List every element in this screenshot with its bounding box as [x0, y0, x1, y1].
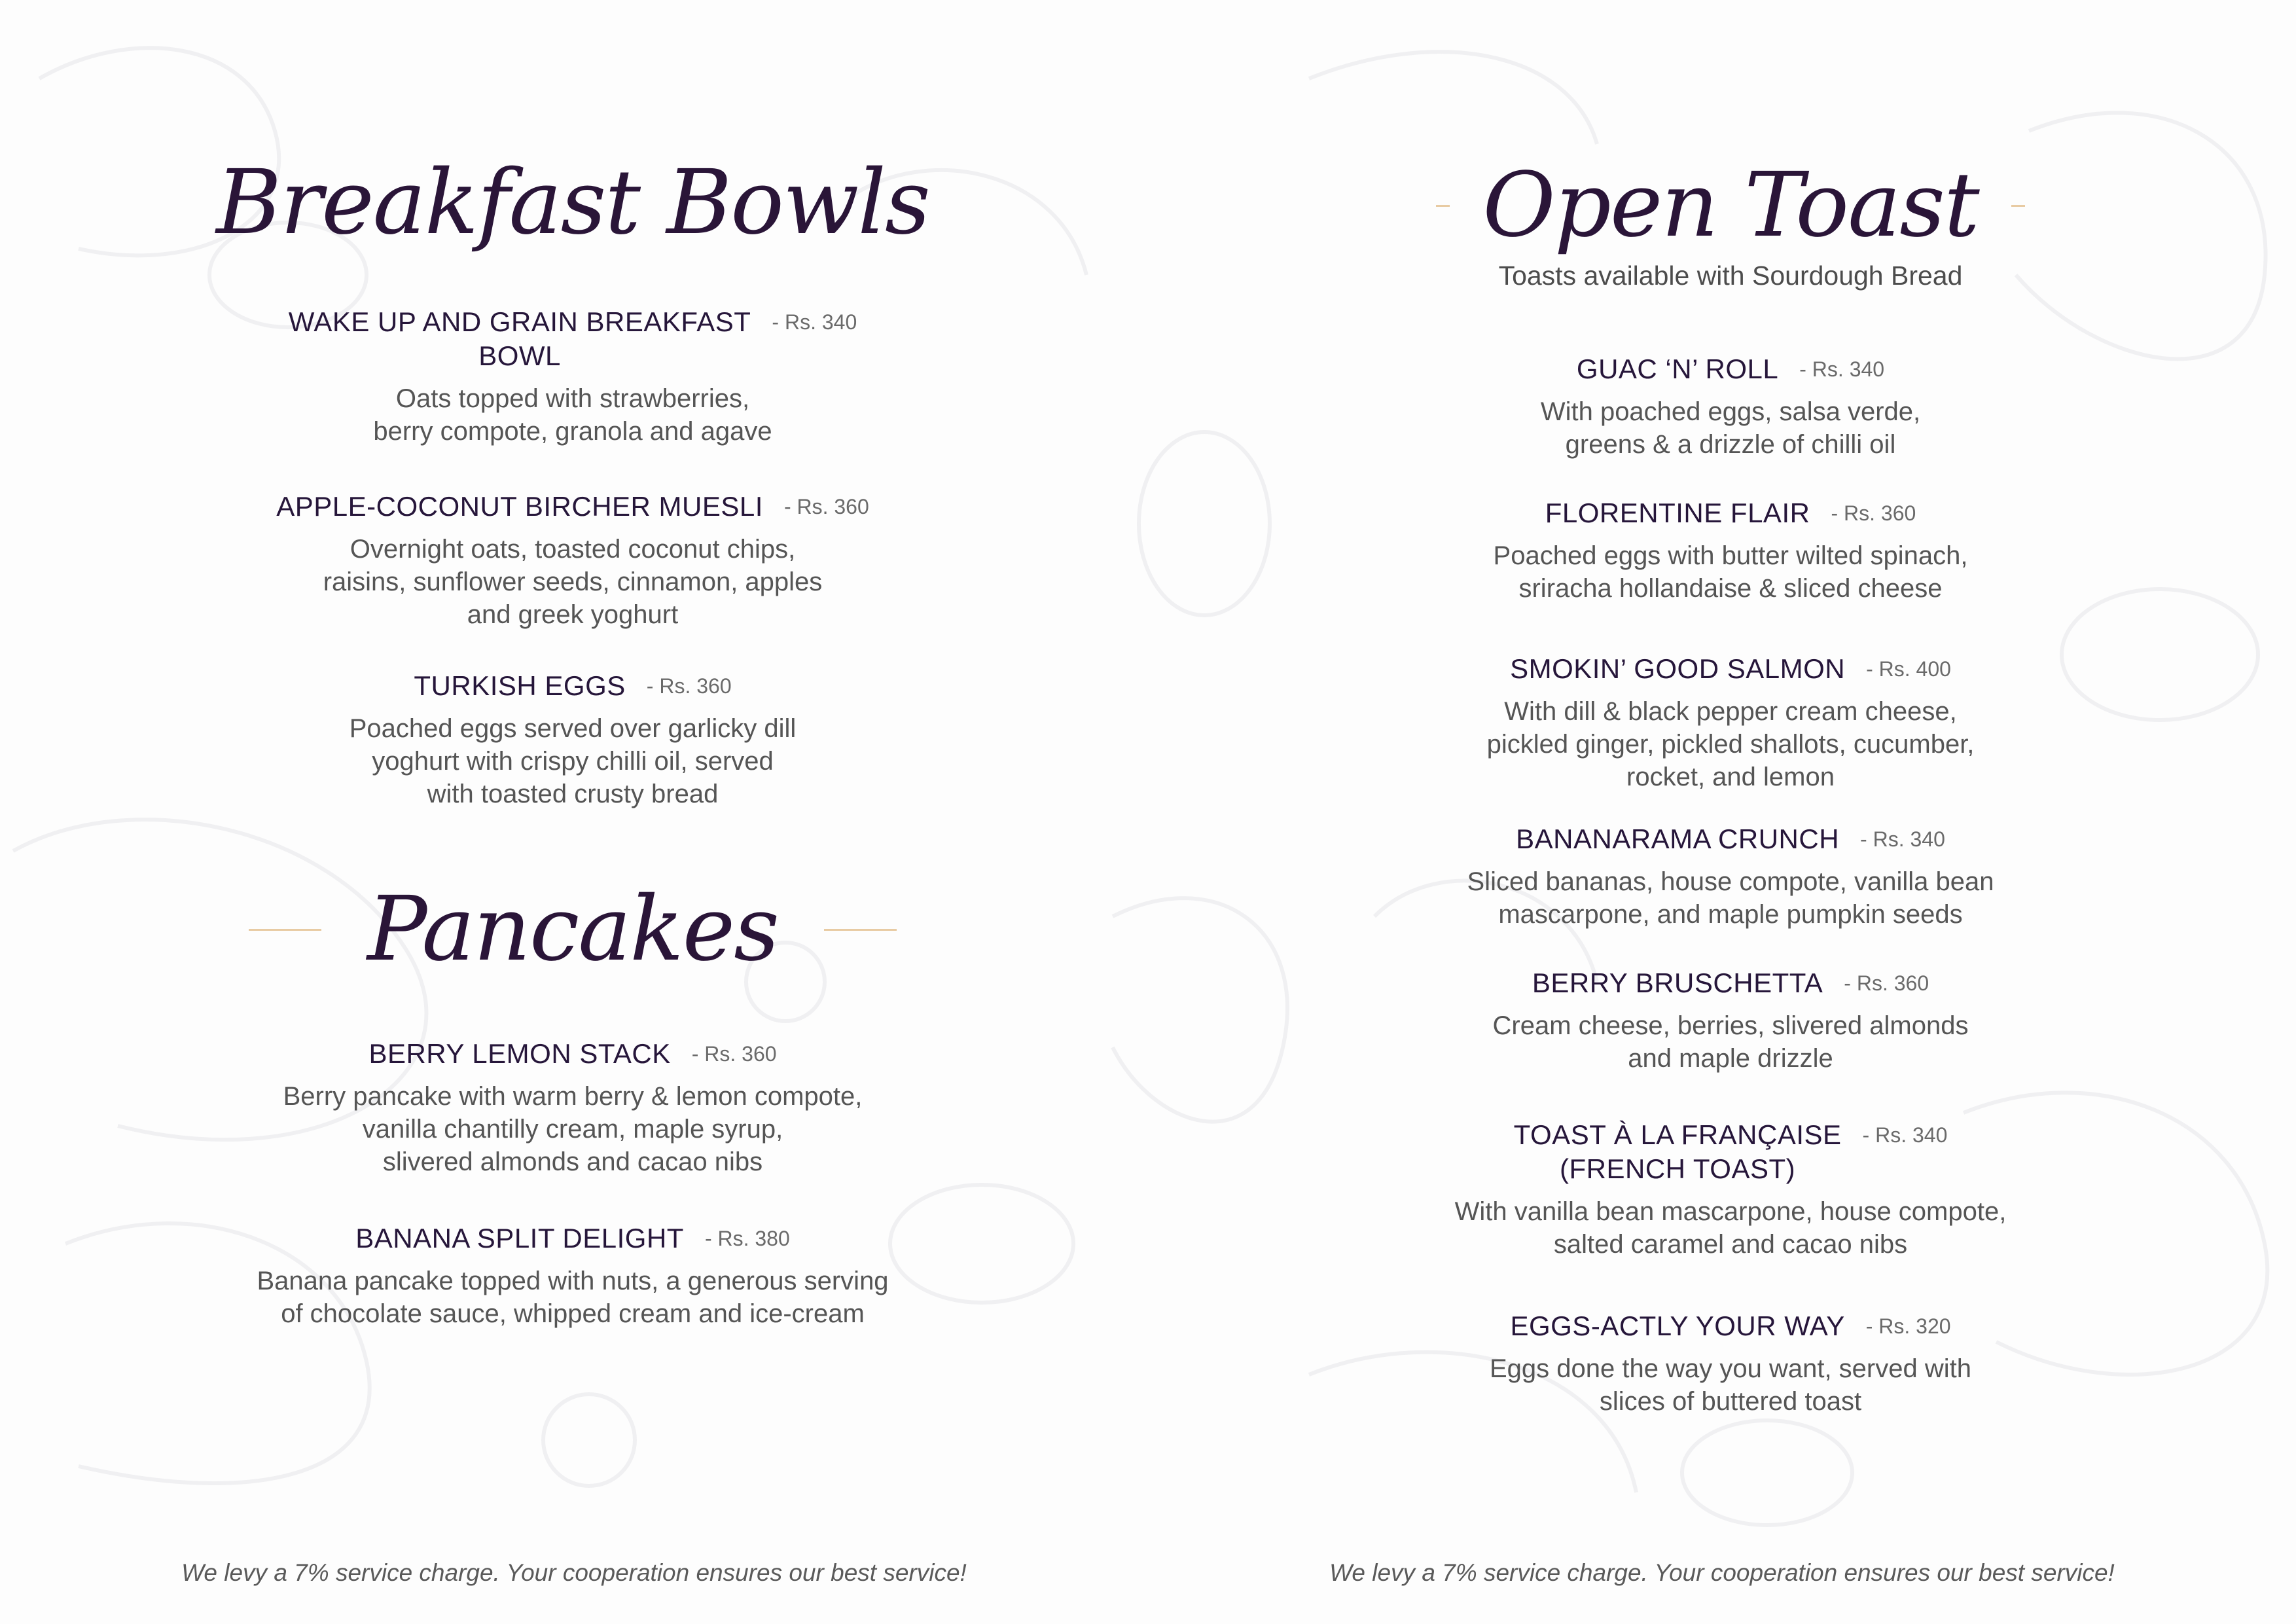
item-price: - Rs. 360 [783, 495, 869, 518]
item-price: - Rs. 340 [772, 310, 857, 334]
item-name: BERRY LEMON STACK [368, 1038, 671, 1069]
menu-item [1371, 1118, 2090, 1261]
open-toast-title: Open Toast [1482, 154, 1979, 257]
item-name: APPLE-COCONUT BIRCHER MUESLI [276, 491, 763, 522]
item-description: Overnight oats, toasted coconut chips, raisins, sunflower seeds, cinnamon, apples and greek yoghurt [323, 535, 823, 629]
item-price: - Rs. 360 [1831, 501, 1916, 525]
heading-rule-right [824, 929, 897, 931]
item-name: BERRY BRUSCHETTA [1532, 967, 1823, 998]
item-price: - Rs. 340 [1860, 827, 1945, 851]
heading-rule-left [1436, 205, 1450, 207]
menu-item [1371, 1309, 2090, 1418]
menu-item [1371, 352, 2090, 461]
item-price: - Rs. 320 [1865, 1314, 1951, 1338]
item-name: FLORENTINE FLAIR [1545, 497, 1810, 528]
item-description: Eggs done the way you want, served with slices of buttered toast [1490, 1354, 1971, 1416]
item-name: WAKE UP AND GRAIN BREAKFAST BOWL [288, 306, 751, 371]
breakfast-bowls-title: Breakfast Bowls [216, 151, 929, 255]
item-name: EGGS-ACTLY YOUR WAY [1510, 1310, 1845, 1341]
menu-item [1371, 652, 2090, 793]
menu-item [216, 1221, 929, 1330]
service-charge-note: We levy a 7% service charge. Your cooperation ensures our best service! [181, 1559, 967, 1586]
item-description: With poached eggs, salsa verde, greens & a drizzle of chilli oil [1540, 397, 1921, 459]
item-description: Banana pancake topped with nuts, a generous serving of chocolate sauce, whipped cream and ice-cream [257, 1267, 889, 1328]
item-description: With dill & black pepper cream cheese, pickled ginger, pickled shallots, cucumber, rocket, and lemon [1486, 697, 1975, 791]
item-description: With vanilla bean mascarpone, house compote, salted caramel and cacao nibs [1454, 1197, 2007, 1259]
heading-rule-left [249, 929, 321, 931]
item-name: SMOKIN’ GOOD SALMON [1510, 653, 1846, 684]
item-description: Sliced bananas, house compote, vanilla bean mascarpone, and maple pumpkin seeds [1467, 867, 1994, 929]
item-name: TURKISH EGGS [414, 670, 626, 701]
item-description: Poached eggs with butter wilted spinach, sriracha hollandaise & sliced cheese [1493, 541, 1968, 603]
item-price: - Rs. 340 [1799, 357, 1885, 381]
menu-item [1371, 966, 2090, 1075]
open-toast-heading [1436, 134, 2025, 278]
item-name: TOAST À LA FRANÇAISE (FRENCH TOAST) [1513, 1119, 1842, 1184]
menu-item [1371, 496, 2090, 605]
menu-item [249, 669, 897, 810]
item-description: Berry pancake with warm berry & lemon compote, vanilla chantilly cream, maple syrup, slivered almonds and cacao nibs [283, 1082, 863, 1176]
item-price: - Rs. 340 [1862, 1123, 1948, 1147]
item-description: Oats topped with strawberries, berry compote, granola and agave [373, 384, 772, 446]
breakfast-bowls-heading [183, 131, 962, 275]
item-name: BANANA SPLIT DELIGHT [355, 1223, 684, 1254]
menu-item [249, 305, 897, 448]
right-page [1148, 0, 2296, 1624]
item-price: - Rs. 400 [1866, 657, 1951, 681]
item-description: Cream cheese, berries, slivered almonds and maple drizzle [1492, 1011, 1969, 1073]
menu-item [249, 490, 897, 631]
item-price: - Rs. 360 [691, 1042, 777, 1066]
item-price: - Rs. 380 [704, 1227, 790, 1250]
pancakes-heading [249, 857, 897, 1001]
pancakes-title: Pancakes [367, 878, 778, 981]
item-description: Poached eggs served over garlicky dill yoghurt with crispy chilli oil, served with toasted crusty bread [349, 714, 797, 808]
item-price: - Rs. 360 [646, 674, 732, 698]
item-name: GUAC ‘N’ ROLL [1576, 353, 1779, 384]
item-name: BANANARAMA CRUNCH [1516, 823, 1840, 854]
menu-item [216, 1037, 929, 1178]
menu-item [1371, 822, 2090, 931]
service-charge-note: We levy a 7% service charge. Your cooperation ensures our best service! [1329, 1559, 2115, 1586]
heading-rule-right [2011, 205, 2025, 207]
toast-subtitle: Toasts available with Sourdough Bread [1498, 261, 1963, 291]
item-price: - Rs. 360 [1844, 971, 1929, 995]
